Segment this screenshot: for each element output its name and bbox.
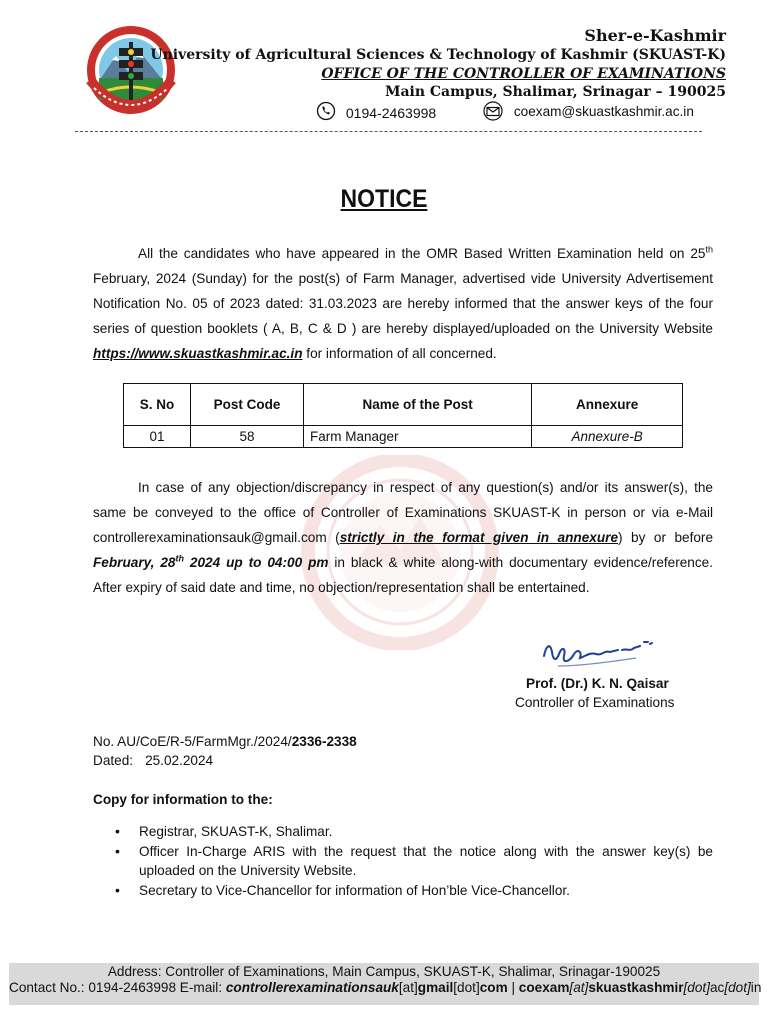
p1-text-c: for information of all concerned. xyxy=(302,346,497,361)
footer-email1-tld: com xyxy=(479,980,508,995)
notice-title: NOTICE xyxy=(340,185,428,213)
footer-address: Address: Controller of Examinations, Main Campus, SKUAST-K, Shalimar, Srinagar-190025 xyxy=(107,964,661,979)
p2-deadline-sup: th xyxy=(175,553,184,564)
footer-email1-domain: gmail xyxy=(417,980,454,995)
header-email-link[interactable]: coexam@skuastkashmir.ac.in xyxy=(513,104,694,120)
header-phone: 0194-2463998 xyxy=(345,104,437,121)
header-address: Main Campus, Shalimar, Srinagar – 190025 xyxy=(384,84,726,100)
footer-email2-at: [at] xyxy=(569,980,589,995)
footer-contact-label: Contact No.: 0194-2463998 E-mail: xyxy=(9,980,226,995)
footer-email2-dot1: [dot] xyxy=(683,980,710,995)
handwritten-signature xyxy=(540,632,655,674)
p1-text-b: February, 2024 (Sunday) for the post(s) of Farm Manager, advertised vide University Advertisement Notification No. 05 of 2023 dated: 31.03.2023 are hereby informed that the answer keys of the four series of question booklets ( A, B, C & D ) are hereby displayed/uploaded on the University Website xyxy=(93,271,713,336)
reference-number xyxy=(93,734,357,749)
reference-prefix: No. AU/CoE/R-5/FarmMgr./2024/ xyxy=(93,734,292,749)
copy-list xyxy=(93,822,713,900)
footer-email2-domain: skuastkashmir xyxy=(588,980,684,995)
p2-text-a: In case of any objection/discrepancy in respect of any question(s) and/or its answer(s), the same be conveyed to the office of Controller of Examinations SKUAST-K in person or via e-Mail controllerexaminationsauk@gmail.com ( xyxy=(93,480,713,545)
footer-email2-user: coexam xyxy=(518,980,570,995)
table-header-row xyxy=(124,384,683,426)
footer-email2-ac: ac xyxy=(709,980,725,995)
list-item: • Secretary to Vice-Chancellor for information of Hon’ble Vice-Chancellor. xyxy=(93,881,713,901)
header-divider xyxy=(75,131,702,132)
footer-separator: | xyxy=(507,980,519,995)
cell-annexure: Annexure-B xyxy=(532,426,683,448)
reference-range: 2336-2338 xyxy=(291,734,357,749)
header-post-code: Post Code xyxy=(190,384,303,426)
footer-email1-user: controllerexaminationsauk xyxy=(225,980,399,995)
copy-heading: Copy for information to the: xyxy=(93,792,273,807)
p2-text-c: in black & white along-with documentary evidence/reference. After expiry of said date and time, no objection/representation shall be entertained. xyxy=(93,555,713,595)
email-icon xyxy=(482,101,504,124)
p2-deadline-a: February, 28 xyxy=(93,555,176,570)
university-logo xyxy=(78,22,184,118)
signatory-name: Prof. (Dr.) K. N. Qaisar xyxy=(526,676,669,691)
notice-paragraph-1 xyxy=(93,241,713,366)
phone-icon xyxy=(316,101,336,124)
footer-email1-dot: [dot] xyxy=(453,980,480,995)
p2-deadline-b: 2024 up to 04:00 pm xyxy=(184,555,329,570)
list-item: • Registrar, SKUAST-K, Shalimar. xyxy=(93,822,713,842)
p1-sup: th xyxy=(705,244,713,255)
header-sno: S. No xyxy=(124,384,191,426)
header-university-short: Sher-e-Kashmir xyxy=(584,26,726,45)
header-university-full: University of Agricultural Sciences & Technology of Kashmir (SKUAST-K) xyxy=(150,47,726,63)
table-row xyxy=(124,426,683,448)
header-contact xyxy=(316,101,694,124)
list-item: • Officer In-Charge ARIS with the request that the notice along with the answer key(s) be uploaded on the University Website. xyxy=(93,842,713,881)
footer-contact xyxy=(9,980,762,996)
header-post-name: Name of the Post xyxy=(303,384,531,426)
cell-sno: 01 xyxy=(124,426,191,448)
footer-email1-at: [at] xyxy=(398,980,418,995)
p2-strict-format: strictly in the format given in annexure xyxy=(339,530,619,545)
university-website-link[interactable]: https://www.skuastkashmir.ac.in xyxy=(93,346,303,361)
footer-email2-tld: in xyxy=(750,980,762,995)
header-office: OFFICE OF THE CONTROLLER OF EXAMINATIONS xyxy=(321,66,726,82)
notice-paragraph-2 xyxy=(93,475,713,600)
p1-text-a: All the candidates who have appeared in the OMR Based Written Examination held on 25 xyxy=(138,246,706,261)
date-label: Dated: xyxy=(93,753,134,768)
footer xyxy=(9,963,762,1005)
footer-email2-dot2: [dot] xyxy=(724,980,751,995)
posts-table xyxy=(123,383,683,448)
reference-date xyxy=(93,753,213,768)
p2-text-b: ) by or before xyxy=(618,530,714,545)
header-annexure: Annexure xyxy=(532,384,683,426)
signatory-title: Controller of Examinations xyxy=(515,695,675,710)
cell-post-name: Farm Manager xyxy=(303,426,531,448)
cell-post-code: 58 xyxy=(190,426,303,448)
date-value: 25.02.2024 xyxy=(145,753,214,768)
